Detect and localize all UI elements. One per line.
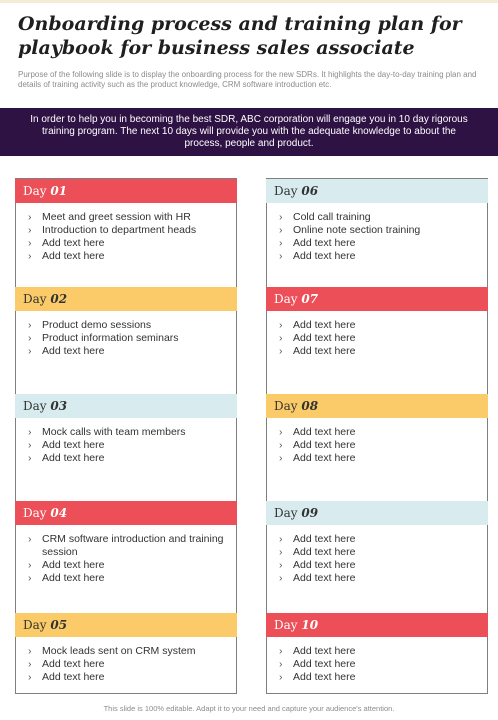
day-card-06 (266, 178, 488, 694)
day-title: Day 10 (274, 618, 319, 632)
day-title: Day 04 (23, 506, 68, 520)
day-header-02 (15, 287, 237, 311)
day-items (267, 211, 487, 287)
list-item: › Add text here (28, 572, 230, 585)
day-header-10 (266, 613, 488, 637)
list-item: › Add text here (279, 250, 481, 263)
list-item: › Add text here (279, 345, 481, 358)
day-items (16, 533, 236, 613)
day-header-09 (266, 501, 488, 525)
list-item: › Add text here (279, 546, 481, 559)
list-item: › Add text here (28, 658, 230, 671)
list-item: › Introduction to department heads (28, 224, 230, 237)
day-title: Day 09 (274, 506, 319, 520)
day-header-04 (15, 501, 237, 525)
list-item: › Add text here (279, 452, 481, 465)
day-header-07 (266, 287, 488, 311)
list-item: › Add text here (279, 332, 481, 345)
day-items (16, 426, 236, 501)
list-item: › Add text here (279, 645, 481, 658)
day-items (267, 645, 487, 684)
list-item: › Add text here (28, 559, 230, 572)
list-item: › Add text here (279, 319, 481, 332)
footer-note: This slide is 100% editable. Adapt it to your need and capture your audience's attention. (103, 704, 395, 713)
list-item: › Add text here (28, 345, 230, 358)
page-subtitle: Purpose of the following slide is to display the onboarding process for the new SDRs. It highlights the day-to-day training plan and details of training activity such as the product knowledge, CRM software introduction etc. (18, 70, 477, 89)
list-item: › Add text here (279, 439, 481, 452)
list-item: › Add text here (28, 250, 230, 263)
day-header (15, 179, 237, 203)
day-header-03 (15, 394, 237, 418)
list-item: › Add text here (279, 572, 481, 585)
day-items (16, 211, 236, 287)
list-item: › Add text here (279, 671, 481, 684)
list-item: › Product information seminars (28, 332, 230, 345)
day-header (266, 179, 488, 203)
list-item: › Add text here (279, 533, 481, 546)
day-title: Day 01 (23, 184, 68, 198)
list-item: › Add text here (279, 658, 481, 671)
list-item: › Meet and greet session with HR (28, 211, 230, 224)
list-item: › Add text here (28, 237, 230, 250)
day-items (16, 319, 236, 394)
day-title: Day 02 (23, 292, 68, 306)
intro-banner (0, 108, 498, 156)
day-header-08 (266, 394, 488, 418)
list-item: › Add text here (28, 452, 230, 465)
list-item: › Product demo sessions (28, 319, 230, 332)
list-item: › Add text here (28, 671, 230, 684)
top-accent-line (0, 0, 498, 3)
day-items (267, 319, 487, 394)
list-item: › Add text here (279, 237, 481, 250)
day-title: Day 07 (274, 292, 319, 306)
day-title: Day 03 (23, 399, 68, 413)
list-item: › Mock leads sent on CRM system (28, 645, 230, 658)
day-title: Day 06 (274, 184, 319, 198)
page-title: Onboarding process and training plan for playbook for business sales associate (18, 13, 462, 59)
list-item: › Mock calls with team members (28, 426, 230, 439)
day-items (267, 533, 487, 613)
list-item: › Online note section training (279, 224, 481, 237)
day-items (16, 645, 236, 684)
day-title: Day 08 (274, 399, 319, 413)
list-item: › Add text here (28, 439, 230, 452)
list-item: › Cold call training (279, 211, 481, 224)
list-item: › Add text here (279, 559, 481, 572)
day-items (267, 426, 487, 501)
list-item: › Add text here (279, 426, 481, 439)
banner-text: In order to help you in becoming the best SDR, ABC corporation will engage you in 10 day rigorous training program. The next 10 days will provide you with the adequate knowledge to about the process, people and product. (30, 114, 468, 149)
day-title: Day 05 (23, 618, 68, 632)
day-header-05 (15, 613, 237, 637)
list-item: › CRM software introduction and training session (28, 533, 230, 559)
day-card-01 (15, 178, 237, 694)
